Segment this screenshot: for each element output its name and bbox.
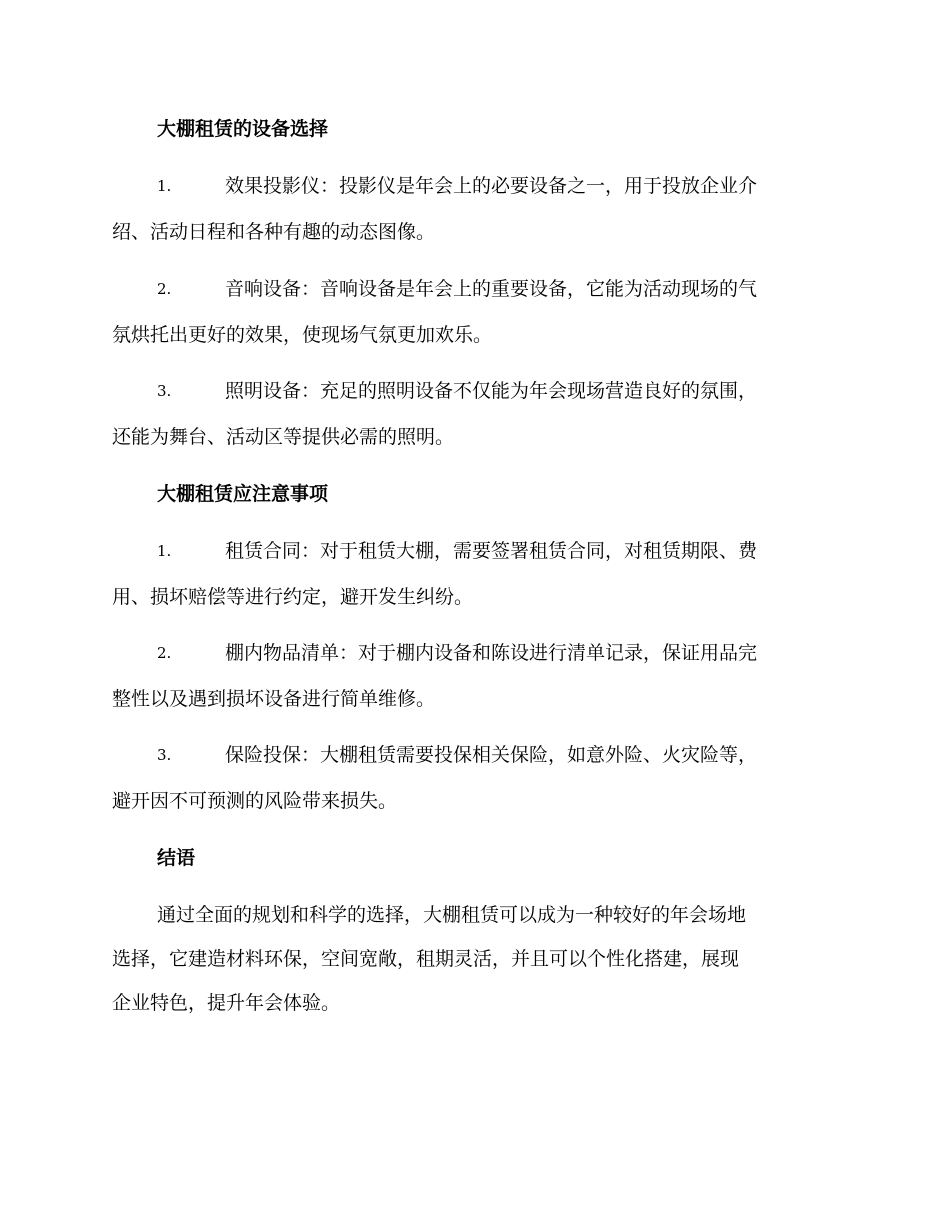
list-item xyxy=(112,368,834,460)
list-item-text: 音响设备：音响设备是年会上的重要设备，它能为活动现场的气 xyxy=(225,278,758,300)
list-item xyxy=(112,266,834,358)
section-heading-notes: 大棚租赁应注意事项 xyxy=(157,483,329,505)
list-item-text-continued: 还能为舞台、活动区等提供必需的照明。 xyxy=(112,426,455,448)
list-item-text: 棚内物品清单：对于棚内设备和陈设进行清单记录，保证用品完 xyxy=(225,642,758,664)
list-item-text-continued: 用、损坏赔偿等进行约定，避开发生纠纷。 xyxy=(112,586,474,608)
section-heading-equipment: 大棚租赁的设备选择 xyxy=(157,118,329,140)
list-item xyxy=(112,732,834,824)
conclusion-paragraph xyxy=(112,893,834,1025)
list-item-text: 效果投影仪：投影仪是年会上的必要设备之一，用于投放企业介 xyxy=(225,175,758,197)
list-number: 1. xyxy=(157,177,172,195)
list-number: 3. xyxy=(157,382,172,400)
list-item-text: 租赁合同：对于租赁大棚，需要签署租赁合同，对租赁期限、费 xyxy=(225,540,758,562)
list-number: 2. xyxy=(157,644,172,662)
paragraph-line: 企业特色，提升年会体验。 xyxy=(112,992,341,1014)
list-item-text-continued: 避开因不可预测的风险带来损失。 xyxy=(112,790,398,812)
list-item xyxy=(112,528,834,620)
conclusion-heading: 结语 xyxy=(157,847,196,869)
list-item-text-continued: 整性以及遇到损坏设备进行简单维修。 xyxy=(112,688,436,710)
paragraph-line: 选择，它建造材料环保，空间宽敞，租期灵活，并且可以个性化搭建，展现 xyxy=(112,948,740,970)
list-number: 3. xyxy=(157,746,172,764)
paragraph-line: 通过全面的规划和科学的选择，大棚租赁可以成为一种较好的年会场地 xyxy=(157,904,747,926)
list-item-text: 照明设备：充足的照明设备不仅能为年会现场营造良好的氛围， xyxy=(225,380,758,402)
list-item-text-continued: 氛烘托出更好的效果，使现场气氛更加欢乐。 xyxy=(112,324,493,346)
list-item-text-continued: 绍、活动日程和各种有趣的动态图像。 xyxy=(112,221,436,243)
list-number: 1. xyxy=(157,542,172,560)
list-item-text: 保险投保：大棚租赁需要投保相关保险，如意外险、火灾险等， xyxy=(225,744,758,766)
list-number: 2. xyxy=(157,280,172,298)
list-item xyxy=(112,163,834,255)
list-item xyxy=(112,630,834,722)
